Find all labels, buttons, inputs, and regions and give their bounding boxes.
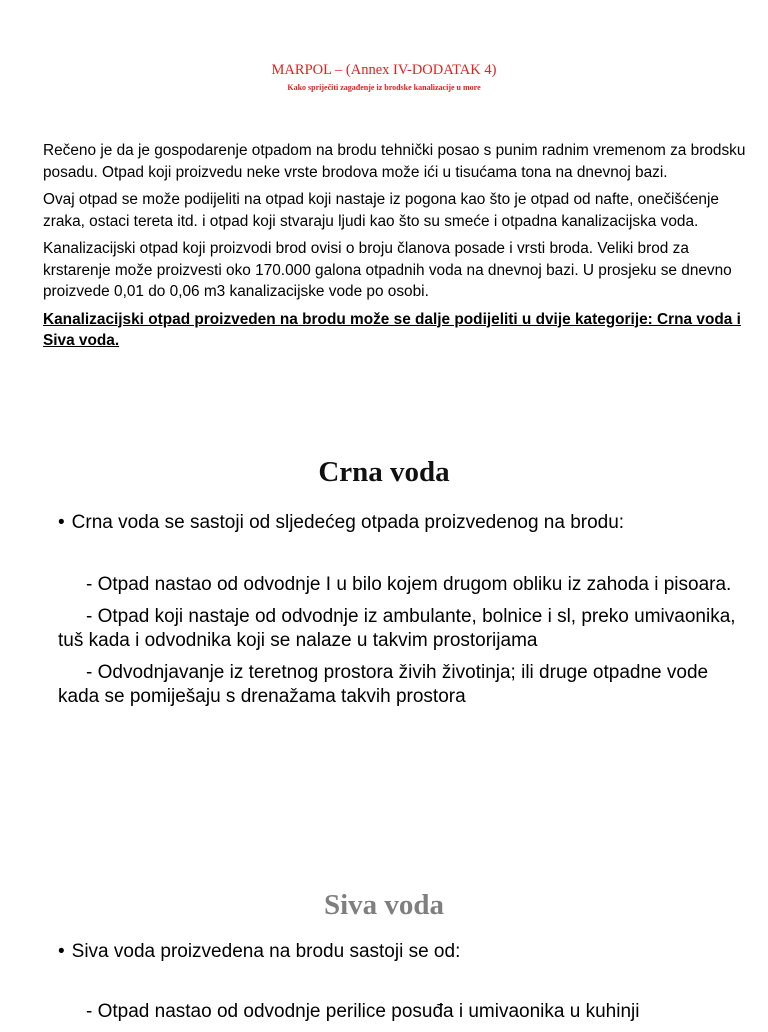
document-subtitle: Kako spriječiti zagađenje iz brodske kanalizacije u more — [287, 83, 481, 92]
siva-voda-heading: Siva voda — [323, 889, 445, 921]
bullet-icon: • — [58, 512, 65, 533]
intro-paragraph-3: Kanalizacijski otpad koji proizvodi brod ovisi o broju članova posade i vrsti broda. Veliki brod za krstarenje može proizvesti oko 170.000 galona otpadnih voda na dnevnoj bazi. U prosjeku se dnevno proizvede 0,01 do 0,06 m3 kanalizacijske vode po osobi. — [43, 240, 732, 300]
crna-voda-list — [58, 573, 748, 717]
document-title: MARPOL – (Annex IV-DODATAK 4) — [271, 62, 497, 78]
siva-voda-list — [58, 1000, 748, 1032]
crna-voda-bullet-text: Crna voda se sastoji od sljedećeg otpada proizvedenog na brodu: — [71, 512, 625, 533]
crna-voda-bullet — [58, 511, 738, 535]
crna-voda-heading: Crna voda — [318, 456, 450, 488]
list-item: - Odvodnjavanje iz teretnog prostora živih životinja; ili druge otpadne vode kada se pomiješaju s drenažama takvih prostora — [58, 662, 709, 707]
intro-section — [43, 140, 755, 358]
list-item: - Otpad koji nastaje od odvodnje iz ambulante, bolnice i sl, preko umivaonika, tuš kada i odvodnika koji se nalaze u takvim prostorijama — [58, 606, 736, 651]
siva-voda-bullet — [58, 940, 738, 964]
intro-paragraph-2: Ovaj otpad se može podijeliti na otpad koji nastaje iz pogona kao što je otpad od nafte, onečišćenje zraka, ostaci tereta itd. i otpad koji stvaraju ljudi kao što su smeće i otpadna kanalizacijska voda. — [43, 191, 719, 230]
intro-paragraph-4: Kanalizacijski otpad proizveden na brodu može se dalje podijeliti u dvije kategorije: Crna voda i Siva voda. — [43, 310, 741, 349]
list-item: - Otpad nastao od odvodnje I u bilo kojem drugom obliku iz zahoda i pisoara. — [86, 574, 732, 595]
bullet-icon: • — [58, 941, 65, 962]
list-item: - Otpad nastao od odvodnje perilice posuđa i umivaonika u kuhinji — [86, 1001, 640, 1022]
intro-paragraph-1: Rečeno je da je gospodarenje otpadom na brodu tehnički posao s punim radnim vremenom za brodsku posadu. Otpad koji proizvedu neke vrste brodova može ići u tisućama tona na dnevnoj bazi. — [43, 142, 746, 181]
siva-voda-bullet-text: Siva voda proizvedena na brodu sastoji se od: — [71, 941, 461, 962]
